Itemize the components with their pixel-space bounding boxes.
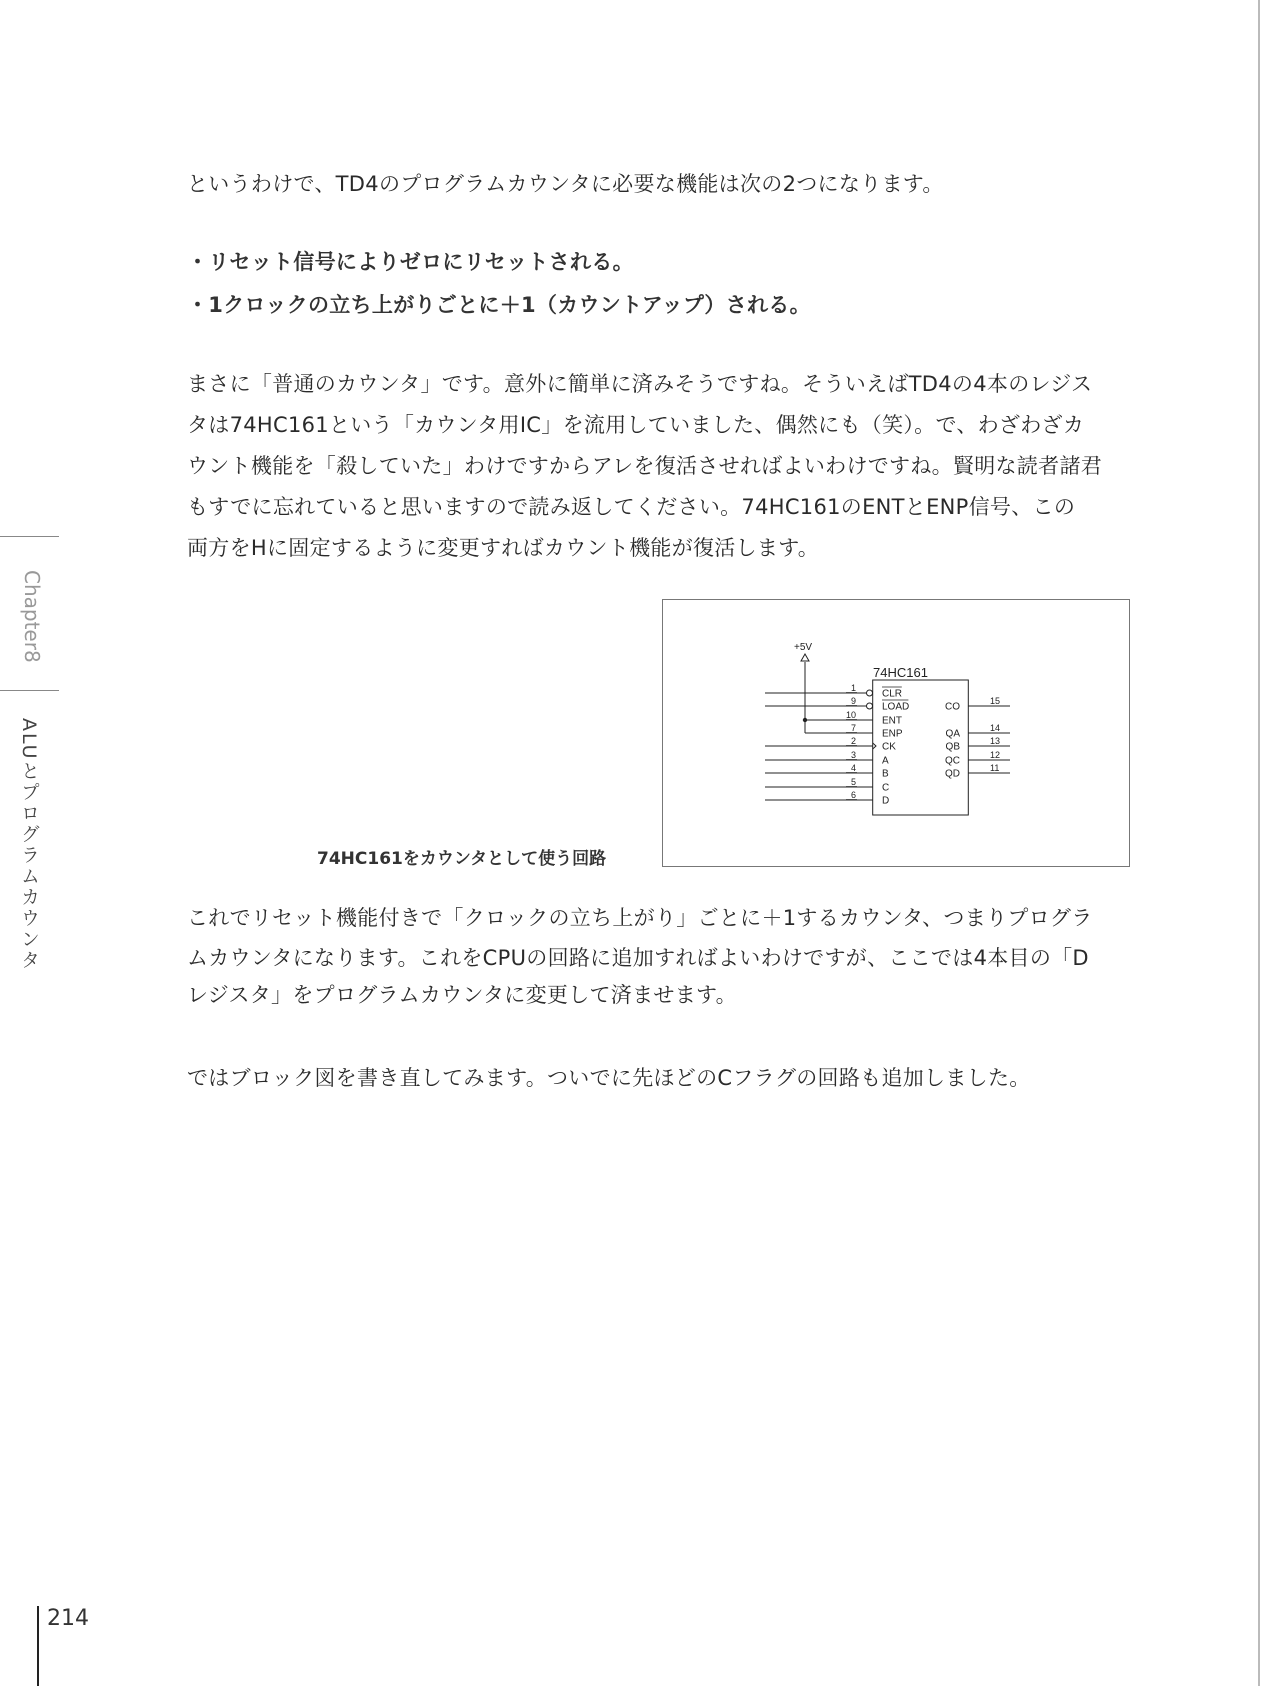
pin-number: 5 xyxy=(850,777,856,787)
pin-label-c: C xyxy=(882,782,890,794)
chip-name: 74HC161 xyxy=(873,665,928,680)
circuit-diagram xyxy=(660,600,1140,870)
pin-number: 9 xyxy=(850,696,856,706)
inversion-bubble xyxy=(867,690,873,696)
pin-number: 11 xyxy=(990,763,1000,773)
bullet-count-up: ・1クロックの立ち上がりごとに＋1（カウントアップ）される。 xyxy=(187,293,811,317)
page-number-rule xyxy=(37,1606,39,1686)
pin-label-qd: QD xyxy=(945,768,960,780)
sidebar-divider xyxy=(0,536,59,537)
pin-label-b: B xyxy=(882,768,889,780)
pin-label-a: A xyxy=(882,755,889,767)
text-line: これでリセット機能付きで「クロックの立ち上がり」ごとに＋1するカウンタ、つまりプログラ xyxy=(187,906,1093,930)
pin-label-ent: ENT xyxy=(882,715,902,727)
text-line: タは74HC161という「カウンタ用IC」を流用していました、偶然にも（笑）。で、わざわざカ xyxy=(187,413,1085,437)
text-line: まさに「普通のカウンタ」です。意外に簡単に済みそうですね。そういえばTD4の4本のレジス xyxy=(187,372,1093,396)
text-line: もすでに忘れていると思いますので読み返してください。74HC161のENTとENP信号、この xyxy=(187,495,1076,519)
pin-number: 10 xyxy=(845,710,856,720)
pin-label-clr: CLR xyxy=(882,688,903,700)
pin-label-co: CO xyxy=(945,701,960,713)
sidebar-divider xyxy=(0,690,59,691)
pin-label-load: LOAD xyxy=(882,701,910,713)
pin-label-d: D xyxy=(882,795,890,807)
page-edge xyxy=(1258,0,1260,1686)
text-line: レジスタ」をプログラムカウンタに変更して済ませます。 xyxy=(187,983,737,1007)
inversion-bubble xyxy=(867,703,873,709)
pin-number: 15 xyxy=(990,696,1001,706)
paragraph-block-diagram: ではブロック図を書き直してみます。ついでに先ほどのCフラグの回路も追加しました。 xyxy=(187,1066,1031,1090)
text-line: 両方をHに固定するように変更すればカウント機能が復活します。 xyxy=(187,536,820,560)
pin-number: 14 xyxy=(990,723,1001,733)
bullet-reset: ・リセット信号によりゼロにリセットされる。 xyxy=(187,250,634,274)
supply-arrow-icon xyxy=(801,654,809,661)
pin-number: 2 xyxy=(850,736,856,746)
text-line: ウント機能を「殺していた」わけですからアレを復活させればよいわけですね。賢明な読者諸君 xyxy=(187,454,1103,478)
pin-number: 6 xyxy=(850,790,856,800)
pin-label-qb: QB xyxy=(945,741,960,753)
chapter-label: Chapter8 xyxy=(20,570,44,663)
pin-label-qc: QC xyxy=(945,755,960,767)
pin-number: 3 xyxy=(850,750,856,760)
page-number: 214 xyxy=(47,1606,89,1631)
pin-number: 12 xyxy=(990,750,1001,760)
text-line: ムカウンタになります。これをCPUの回路に追加すればよいわけですが、ここでは4本目の「D xyxy=(187,946,1089,970)
junction-dot xyxy=(803,718,807,722)
pin-label-qa: QA xyxy=(945,728,960,740)
pin-number: 7 xyxy=(850,723,856,733)
supply-label: +5V xyxy=(794,642,813,653)
pin-number: 1 xyxy=(850,683,856,693)
pin-label-ck: CK xyxy=(882,741,896,753)
chapter-title: ALUとプログラムカウンタ xyxy=(18,718,40,971)
intro-paragraph: というわけで、TD4のプログラムカウンタに必要な機能は次の2つになります。 xyxy=(187,172,944,196)
figure-caption: 74HC161をカウンタとして使う回路 xyxy=(317,849,607,869)
pin-label-enp: ENP xyxy=(882,728,903,740)
pin-number: 4 xyxy=(850,763,856,773)
pin-number: 13 xyxy=(990,736,1001,746)
